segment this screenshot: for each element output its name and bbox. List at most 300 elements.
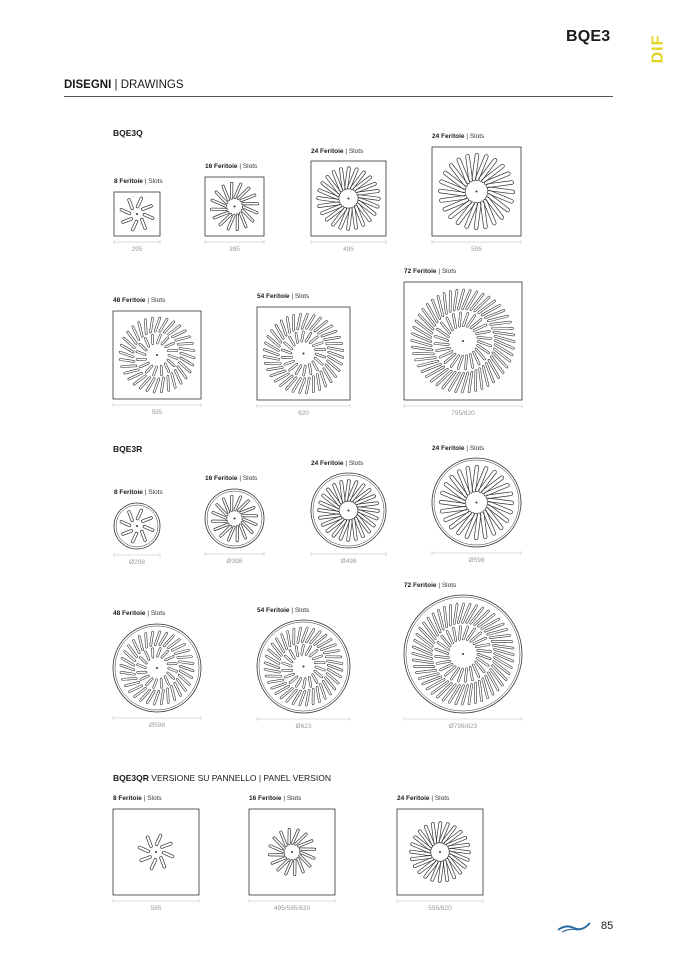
slot-mark	[413, 857, 434, 868]
dimension-value: Ø398	[226, 558, 243, 565]
slot-mark	[308, 676, 312, 687]
label-count: 72 Feritoie	[404, 268, 437, 275]
slot-mark	[168, 354, 179, 360]
center-dot	[476, 191, 478, 193]
slot-mark	[174, 649, 190, 655]
slot-mark	[320, 643, 336, 650]
slot-mark	[439, 195, 467, 202]
center-dot	[291, 851, 293, 853]
slot-mark	[493, 347, 511, 362]
slot-mark	[133, 374, 147, 385]
slot-mark	[434, 342, 449, 345]
slot-mark	[167, 324, 181, 335]
slot-mark	[139, 362, 150, 368]
label-count: 72 Feritoie	[404, 582, 437, 589]
label-count: 54 Feritoie	[257, 607, 290, 614]
slot-mark	[477, 649, 492, 652]
slot-mark	[302, 365, 306, 377]
slot-mark	[180, 352, 196, 359]
label-count: 24 Feritoie	[397, 795, 430, 802]
slot-mark	[325, 656, 342, 658]
wave-logo-icon	[556, 920, 592, 934]
slot-mark	[144, 319, 147, 335]
center-dot	[462, 340, 464, 342]
slot-mark	[239, 212, 247, 229]
slot-mark	[487, 187, 515, 194]
center-dot	[136, 213, 138, 215]
slot-mark	[167, 349, 178, 351]
drawing-label	[113, 795, 162, 802]
slot-mark	[127, 510, 134, 522]
center-dot	[303, 353, 305, 355]
slot-mark	[153, 690, 160, 705]
slot-mark	[444, 353, 457, 364]
slot-mark	[152, 648, 154, 658]
slot-mark	[461, 372, 469, 394]
label-count: 8 Feritoie	[113, 795, 142, 802]
dimension-value: Ø598	[149, 722, 165, 729]
diffuser-drawing	[113, 610, 201, 729]
slot-mark	[466, 628, 476, 641]
slot-mark	[436, 682, 453, 698]
slot-mark	[477, 653, 492, 660]
slot-mark	[449, 848, 471, 854]
diffuser-drawing	[257, 293, 350, 417]
slot-mark	[356, 502, 378, 508]
center-dot	[156, 667, 158, 669]
slot-mark	[345, 479, 351, 501]
slot-mark	[438, 189, 466, 196]
slot-mark	[318, 202, 341, 208]
slot-mark	[415, 669, 437, 673]
dimension-value: Ø498	[340, 558, 357, 565]
slot-mark	[438, 861, 444, 883]
slot-mark	[312, 688, 314, 705]
slot-mark	[176, 678, 187, 692]
slot-mark	[139, 675, 149, 681]
slot-mark	[446, 317, 454, 332]
slot-mark	[299, 851, 315, 860]
dimension-value: 495/595/620	[273, 905, 311, 912]
drawing-label	[311, 148, 364, 155]
diffuser-drawing	[432, 445, 521, 564]
label-slots: | Slots	[343, 148, 364, 155]
slot-mark	[477, 613, 495, 627]
slot-mark	[443, 860, 449, 882]
slot-mark	[210, 208, 227, 211]
drawing-label	[257, 293, 310, 300]
slot-mark	[437, 609, 444, 630]
slot-mark	[431, 299, 441, 320]
slot-mark	[469, 293, 484, 311]
diffuser-drawing	[257, 607, 350, 730]
section-separator: |	[111, 79, 121, 91]
label-slots: | Slots	[142, 489, 163, 496]
slot-mark	[441, 371, 456, 389]
slot-mark	[449, 604, 451, 626]
slot-mark	[355, 182, 377, 193]
center-dot	[155, 851, 157, 853]
slot-mark	[452, 627, 457, 642]
slot-mark	[346, 208, 352, 231]
slot-mark	[120, 671, 136, 675]
slot-mark	[457, 603, 465, 624]
slot-mark	[288, 828, 291, 845]
slot-mark	[295, 646, 299, 657]
slot-mark	[358, 194, 381, 200]
label-slots: | Slots	[436, 268, 457, 275]
label-count: 24 Feritoie	[432, 133, 465, 140]
slot-mark	[314, 349, 325, 351]
slot-mark	[178, 661, 194, 665]
drawing-label	[113, 297, 166, 304]
slot-mark	[464, 668, 467, 683]
slot-mark	[412, 353, 434, 355]
slot-mark	[293, 628, 295, 645]
slot-mark	[160, 842, 173, 849]
slot-mark	[435, 648, 450, 655]
slot-mark	[473, 296, 490, 313]
dimension-value: 395	[229, 246, 240, 253]
diffuser-drawing	[114, 178, 163, 253]
slot-mark	[240, 194, 257, 202]
slot-mark	[286, 630, 291, 647]
slot-mark	[461, 684, 469, 705]
slot-mark	[414, 357, 436, 362]
slot-mark	[279, 831, 287, 847]
slot-mark	[487, 498, 514, 505]
slot-mark	[280, 320, 287, 337]
dimension-value: 295	[131, 246, 143, 253]
slot-mark	[462, 312, 469, 327]
slot-mark	[422, 622, 436, 640]
slot-mark	[301, 627, 309, 643]
label-slots: | Slots	[141, 795, 162, 802]
slot-mark	[268, 854, 285, 857]
slot-mark	[214, 523, 230, 531]
slot-mark	[412, 652, 433, 660]
diffuser-drawing	[205, 475, 264, 565]
slot-mark	[291, 829, 300, 845]
slot-mark	[141, 204, 153, 211]
slot-mark	[265, 675, 282, 677]
group-title-sep: |	[256, 773, 264, 783]
slot-mark	[491, 664, 507, 681]
slot-mark	[236, 526, 239, 542]
slot-mark	[312, 655, 323, 661]
dimension-value: Ø798/823	[448, 723, 478, 730]
side-category-text: DIF	[649, 34, 667, 64]
slot-mark	[288, 336, 295, 347]
slot-mark	[434, 655, 449, 658]
slot-mark	[316, 373, 321, 390]
slot-mark	[431, 680, 449, 694]
slot-mark	[311, 360, 318, 371]
slot-mark	[166, 358, 175, 367]
slot-mark	[452, 313, 457, 328]
slot-mark	[211, 199, 228, 208]
label-count: 16 Feritoie	[205, 475, 238, 482]
slot-mark	[480, 512, 487, 539]
slot-mark	[126, 331, 137, 345]
label-slots: | Slots	[289, 293, 310, 300]
slot-mark	[327, 664, 343, 672]
slot-mark	[121, 529, 133, 536]
slot-mark	[475, 370, 477, 392]
slot-mark	[284, 360, 295, 366]
slot-mark	[491, 640, 513, 642]
slot-mark	[415, 319, 433, 334]
slot-mark	[120, 520, 132, 527]
slot-mark	[457, 289, 465, 311]
slot-mark	[318, 514, 340, 520]
slot-mark	[299, 848, 316, 851]
group-title-bqe3q: BQE3Q	[113, 128, 143, 138]
slot-mark	[141, 516, 153, 523]
slot-mark	[484, 309, 505, 319]
slot-mark	[449, 290, 451, 312]
slot-mark	[136, 197, 143, 209]
diffuser-drawing	[114, 489, 163, 566]
slot-mark	[242, 205, 259, 214]
slot-mark	[239, 506, 255, 514]
slot-mark	[211, 511, 227, 520]
slot-mark	[465, 154, 472, 182]
slot-mark	[474, 202, 481, 230]
slot-mark	[434, 335, 449, 342]
slot-mark	[264, 661, 280, 669]
slot-mark	[458, 625, 461, 640]
slot-mark	[469, 631, 482, 642]
slot-mark	[431, 822, 437, 844]
slot-mark	[159, 856, 166, 869]
slot-mark	[421, 308, 436, 327]
slot-mark	[133, 687, 147, 698]
center-dot	[303, 666, 305, 668]
slot-mark	[140, 218, 147, 230]
slot-mark	[175, 336, 191, 342]
slot-mark	[435, 347, 450, 352]
slot-mark	[121, 217, 133, 224]
slot-mark	[127, 198, 134, 210]
slot-mark	[312, 376, 314, 393]
slot-mark	[167, 375, 170, 391]
slot-mark	[314, 662, 325, 664]
slot-mark	[469, 666, 474, 681]
label-slots: | Slots	[237, 475, 258, 482]
slot-mark	[332, 483, 343, 504]
label-slots: | Slots	[281, 795, 302, 802]
slot-mark	[489, 634, 511, 638]
center-dot	[348, 510, 350, 512]
slot-mark	[120, 664, 135, 671]
dimension-value: Ø623	[295, 723, 312, 730]
slot-mark	[424, 825, 435, 846]
slot-mark	[472, 664, 480, 678]
slot-mark	[160, 678, 162, 688]
slot-mark	[436, 821, 442, 843]
label-slots: | Slots	[343, 460, 364, 467]
slot-mark	[144, 337, 150, 348]
slot-mark	[177, 342, 193, 345]
slot-mark	[124, 681, 140, 687]
dimension-value: Ø598	[468, 557, 485, 564]
drawing-label	[397, 795, 450, 802]
label-slots: | Slots	[289, 607, 310, 614]
slot-mark	[485, 675, 495, 696]
slot-mark	[136, 350, 147, 356]
slot-mark	[233, 495, 242, 511]
slot-mark	[479, 368, 484, 390]
slot-mark	[321, 516, 342, 527]
center-dot	[476, 502, 478, 504]
slot-mark	[473, 324, 488, 332]
diffuser-drawing	[404, 268, 522, 417]
slot-mark	[145, 633, 148, 649]
slot-mark	[167, 688, 170, 704]
dimension-value: 620	[298, 410, 309, 417]
label-slots: | Slots	[145, 610, 166, 617]
slot-mark	[312, 341, 323, 347]
slot-mark	[301, 313, 309, 330]
slot-mark	[323, 649, 340, 654]
slot-mark	[439, 500, 466, 507]
slot-mark	[121, 365, 137, 368]
slot-mark	[227, 526, 236, 542]
slot-mark	[211, 520, 227, 523]
slot-mark	[154, 631, 161, 646]
center-dot	[462, 653, 464, 655]
label-count: 16 Feritoie	[249, 795, 282, 802]
slot-mark	[476, 657, 489, 667]
slot-mark	[270, 370, 287, 377]
slot-mark	[155, 834, 163, 846]
slot-mark	[486, 180, 514, 187]
slot-mark	[305, 377, 310, 394]
slot-mark	[321, 330, 338, 337]
slot-mark	[164, 655, 174, 661]
section-title-it: DISEGNI	[64, 79, 112, 91]
slot-mark	[472, 465, 479, 492]
slot-mark	[139, 656, 148, 665]
slot-mark	[472, 153, 479, 181]
slot-mark	[417, 360, 439, 367]
slot-mark	[289, 649, 296, 660]
slot-mark	[472, 351, 480, 366]
center-dot	[156, 354, 158, 356]
slot-mark	[160, 650, 169, 659]
group-title-en: PANEL VERSION	[263, 773, 331, 783]
slot-mark	[477, 340, 492, 347]
slot-mark	[164, 675, 170, 685]
slot-mark	[474, 682, 476, 704]
label-count: 24 Feritoie	[432, 445, 465, 452]
slot-mark	[418, 313, 435, 330]
slot-mark	[242, 202, 259, 205]
slot-mark	[332, 170, 343, 192]
label-slots: | Slots	[237, 163, 258, 170]
slot-mark	[152, 678, 158, 688]
label-slots: | Slots	[145, 297, 166, 304]
slot-mark	[484, 623, 505, 633]
label-slots: | Slots	[464, 445, 485, 452]
slot-mark	[458, 312, 461, 327]
slot-mark	[480, 201, 487, 229]
slot-mark	[352, 207, 358, 230]
drawing-label	[432, 133, 485, 140]
label-slots: | Slots	[429, 795, 450, 802]
slot-mark	[436, 660, 451, 665]
slot-mark	[475, 330, 490, 335]
slot-mark	[437, 641, 450, 651]
slot-mark	[144, 650, 150, 660]
slot-mark	[418, 673, 439, 680]
drawing-label	[205, 475, 258, 482]
slot-mark	[263, 348, 280, 356]
label-slots: | Slots	[464, 133, 485, 140]
center-dot	[348, 198, 350, 200]
slot-mark	[286, 316, 291, 333]
slot-mark	[475, 348, 486, 361]
slot-mark	[170, 685, 176, 701]
dimension-value: 795/820	[451, 410, 475, 417]
slot-mark	[357, 507, 379, 513]
slot-mark	[264, 362, 281, 364]
slot-mark	[146, 835, 153, 848]
group-title-bqe3r: BQE3R	[113, 444, 143, 454]
slot-mark	[145, 364, 154, 373]
slot-mark	[160, 689, 164, 705]
slot-mark	[490, 321, 512, 326]
slot-mark	[421, 363, 442, 373]
slot-mark	[477, 299, 496, 314]
slot-mark	[222, 498, 230, 514]
drawing-label	[404, 268, 457, 275]
slot-mark	[160, 377, 164, 393]
slot-mark	[473, 637, 487, 645]
slot-mark	[462, 626, 469, 641]
slot-mark	[295, 332, 299, 344]
slot-mark	[437, 295, 444, 317]
slot-mark	[487, 315, 509, 322]
slot-mark	[319, 683, 326, 699]
slot-mark	[448, 843, 470, 849]
slot-mark	[167, 667, 177, 673]
dimension-value: 595	[471, 246, 482, 253]
slot-mark	[446, 836, 467, 847]
slot-mark	[119, 358, 135, 362]
slot-mark	[410, 855, 432, 861]
slot-mark	[482, 365, 489, 387]
slot-mark	[227, 214, 236, 231]
slot-mark	[213, 211, 230, 219]
slot-mark	[177, 656, 193, 659]
slot-mark	[327, 347, 344, 352]
slot-mark	[490, 355, 505, 374]
slot-mark	[482, 678, 489, 699]
slot-mark	[478, 680, 482, 702]
slot-mark	[450, 667, 460, 680]
slot-mark	[435, 370, 452, 387]
slot-mark	[474, 513, 481, 540]
drawing-label	[114, 489, 163, 496]
slot-mark	[301, 331, 305, 343]
slot-mark	[352, 518, 358, 540]
slot-mark	[440, 506, 467, 513]
slot-mark	[164, 362, 170, 373]
slot-mark	[317, 508, 339, 514]
dimension-value: 595	[150, 905, 162, 912]
